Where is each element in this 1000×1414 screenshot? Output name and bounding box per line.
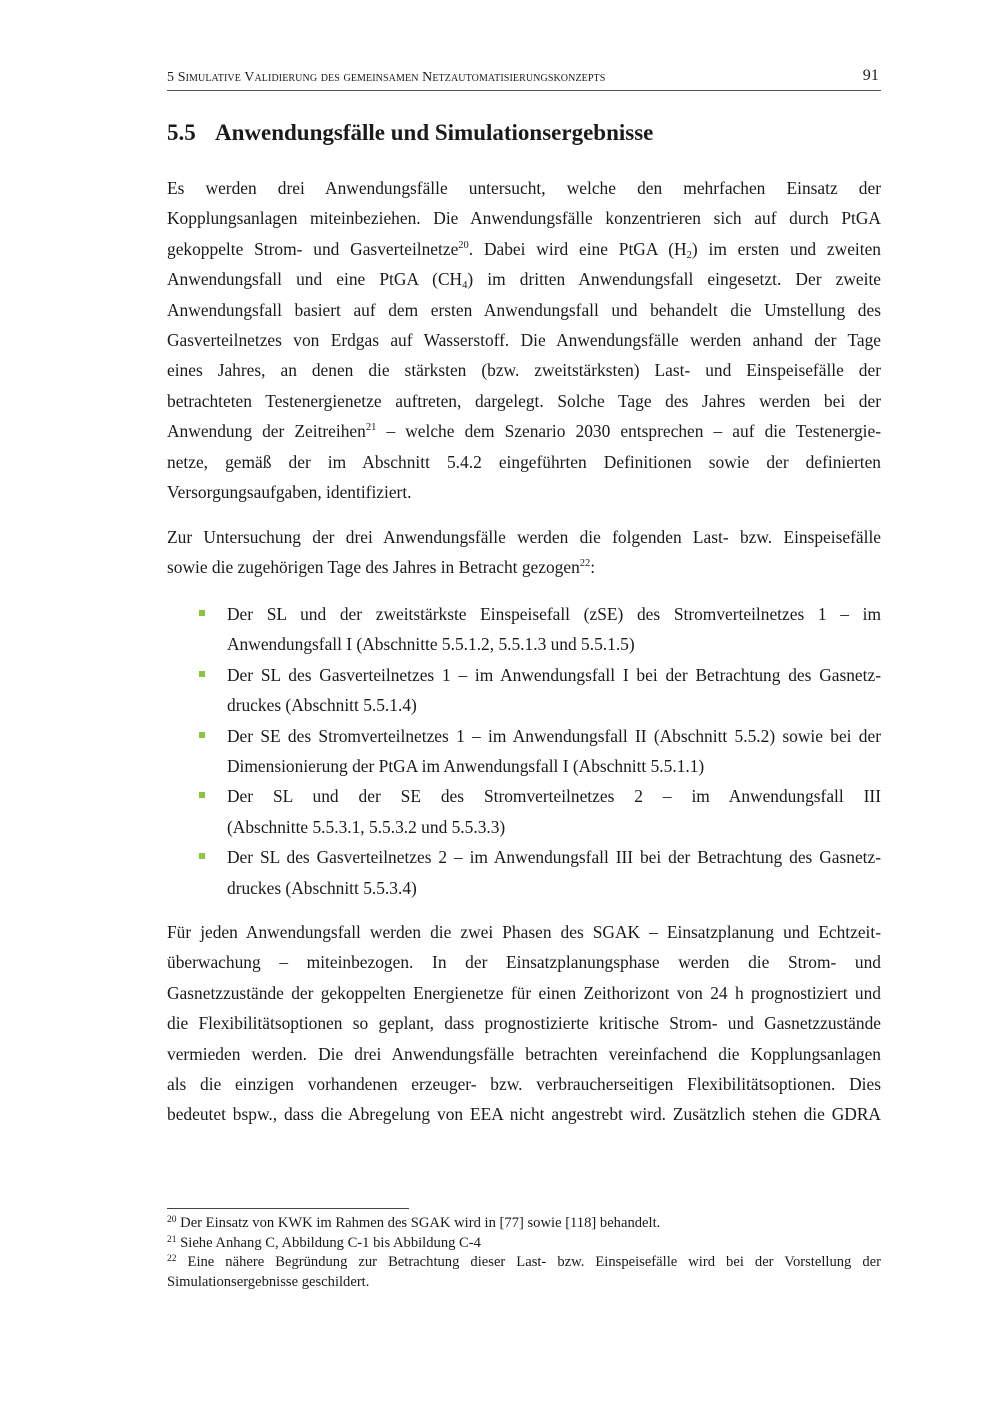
footnote-22-continued: Simulationsergebnisse geschildert. xyxy=(167,1273,370,1290)
text-line: (Abschnitte 5.5.3.1, 5.5.3.2 und 5.5.3.3) xyxy=(227,816,506,837)
section-heading xyxy=(167,120,653,146)
text-line: Der SL des Gasverteilnetzes 1 – im Anwendungsfall I bei der Betrachtung des Gasnetz- xyxy=(227,664,881,685)
footnote-ref-21[interactable]: 21 xyxy=(365,422,377,434)
text-line: eines Jahres, an denen die stärksten (bzw. zweitstärksten) Last- und Einspeisefälle der xyxy=(167,360,881,381)
paragraph-intro xyxy=(167,173,881,507)
text-run: : xyxy=(590,557,596,578)
text-line: Versorgungsaufgaben, identifiziert. xyxy=(167,481,412,502)
text-line: Gasverteilnetzes von Erdgas auf Wasserstoff. Die Anwendungsfälle werden anhand der Tage xyxy=(167,329,881,350)
chapter-title: Simulative Validierung des gemeinsamen Netzautomatisierungskonzepts xyxy=(177,70,606,85)
text-line: überwachung – miteinbezogen. In der Einsatzplanungsphase werden die Strom- und xyxy=(167,952,881,973)
running-title xyxy=(167,70,605,86)
footnote-mark: 21 xyxy=(167,1234,177,1245)
bullet-square-icon xyxy=(199,853,205,859)
footnote-21 xyxy=(167,1234,881,1254)
section-title: Anwendungsfälle und Simulationsergebnisse xyxy=(215,120,654,145)
footnote-20 xyxy=(167,1214,881,1234)
text-line: Dimensionierung der PtGA im Anwendungsfall I (Abschnitt 5.5.1.1) xyxy=(227,755,705,776)
footnote-22 xyxy=(167,1253,881,1273)
text-run: Anwendungsfall und eine PtGA (CH xyxy=(167,269,463,290)
text-run: . Dabei wird eine PtGA (H xyxy=(468,238,687,259)
chapter-number: 5 xyxy=(167,70,178,85)
bullet-square-icon xyxy=(199,792,205,798)
bullet-square-icon xyxy=(199,610,205,616)
text-line: Für jeden Anwendungsfall werden die zwei Phasen des SGAK – Einsatzplanung und Echtzeit- xyxy=(167,922,881,942)
running-header xyxy=(167,67,881,91)
text-line xyxy=(167,234,881,264)
text-line: als die einzigen vorhandenen erzeuger- bzw. verbraucherseitigen Flexibilitätsoptionen. Dies xyxy=(167,1073,881,1094)
footnote-divider xyxy=(167,1208,409,1209)
footnote-mark: 20 xyxy=(167,1215,177,1225)
bullet-square-icon xyxy=(199,732,205,738)
footnote-text: Eine nähere Begründung zur Betrachtung dieser Last- bzw. Einspeisefälle wird bei der Vorstellung der xyxy=(176,1254,881,1270)
footnote-ref-20[interactable]: 20 xyxy=(458,239,469,251)
text-line: Kopplungsanlagen miteinbeziehen. Die Anwendungsfälle konzentrieren sich auf durch PtGA xyxy=(167,208,881,229)
text-line: Anwendungsfall basiert auf dem ersten Anwendungsfall und behandelt die Umstellung des xyxy=(167,299,881,320)
text-line: Der SE des Stromverteilnetzes 1 – im Anwendungsfall II (Abschnitt 5.5.2) sowie bei der xyxy=(227,725,881,746)
paragraph-cases xyxy=(167,522,881,583)
subscript: 4 xyxy=(462,280,468,292)
text-line: Der SL und der zweitstärkste Einspeisefall (zSE) des Stromverteilnetzes 1 – im xyxy=(227,604,881,624)
text-line: Zur Untersuchung der drei Anwendungsfälle werden die folgenden Last- bzw. Einspeisefälle xyxy=(167,527,881,547)
list-item xyxy=(167,721,881,782)
text-line: druckes (Abschnitt 5.5.3.4) xyxy=(227,877,417,898)
text-run: gekoppelte Strom- und Gasverteilnetze xyxy=(167,238,459,259)
text-run: – welche dem Szenario 2030 entsprechen – auf die Testenergie- xyxy=(376,421,881,442)
text-run: ) im ersten und zweiten xyxy=(691,238,881,259)
text-run: ) im dritten Anwendungsfall eingesetzt. Der zweite xyxy=(467,269,881,290)
text-line: die Flexibilitätsoptionen so geplant, dass prognostizierte kritische Strom- und Gasnetzzustände xyxy=(167,1013,881,1034)
subscript: 2 xyxy=(686,249,692,261)
text-line: Der SL des Gasverteilnetzes 2 – im Anwendungsfall III bei der Betrachtung des Gasnetz- xyxy=(227,847,881,868)
bullet-square-icon xyxy=(199,671,205,677)
text-line: Es werden drei Anwendungsfälle untersucht, welche den mehrfachen Einsatz der xyxy=(167,178,881,198)
text-line: Anwendungsfall I (Abschnitte 5.5.1.2, 5.5.1.3 und 5.5.1.5) xyxy=(227,634,635,655)
text-line: bedeutet bspw., dass die Abregelung von EEA nicht angestrebt wird. Zusätzlich stehen die GDRA xyxy=(167,1104,881,1125)
footnote-text: Der Einsatz von KWK im Rahmen des SGAK wird in [77] sowie [118] behandelt. xyxy=(176,1215,661,1231)
footnote-mark: 22 xyxy=(167,1254,177,1264)
text-run: Anwendung der Zeitreihen xyxy=(167,421,366,442)
text-line: Der SL und der SE des Stromverteilnetzes 2 – im Anwendungsfall III xyxy=(227,786,881,807)
list-item xyxy=(167,660,881,721)
text-line: vermieden werden. Die drei Anwendungsfälle betrachten vereinfachend die Kopplungsanlagen xyxy=(167,1043,881,1064)
text-line xyxy=(167,552,881,582)
footnotes xyxy=(167,1214,881,1292)
text-line: druckes (Abschnitt 5.5.1.4) xyxy=(227,695,417,716)
list-item xyxy=(167,599,881,660)
list-item xyxy=(167,842,881,903)
text-line: betrachteten Testenergienetze auftreten, dargelegt. Solche Tage des Jahres werden bei der xyxy=(167,390,881,411)
list-item xyxy=(167,781,881,842)
paragraph-phases xyxy=(167,917,881,1130)
text-run: sowie die zugehörigen Tage des Jahres in Betracht gezogen xyxy=(167,557,580,578)
case-list xyxy=(167,599,881,903)
text-line: Gasnetzzustände der gekoppelten Energienetze für einen Zeithorizont von 24 h prognostiziert und xyxy=(167,982,881,1003)
text-line: netze, gemäß der im Abschnitt 5.4.2 eingeführten Definitionen sowie der definierten xyxy=(167,451,881,472)
text-line xyxy=(167,264,881,294)
text-line xyxy=(167,416,881,446)
page-number: 91 xyxy=(862,67,879,84)
section-number: 5.5 xyxy=(167,120,196,145)
footnote-text: Siehe Anhang C, Abbildung C-1 bis Abbildung C-4 xyxy=(176,1234,481,1251)
footnote-ref-22[interactable]: 22 xyxy=(579,558,591,570)
